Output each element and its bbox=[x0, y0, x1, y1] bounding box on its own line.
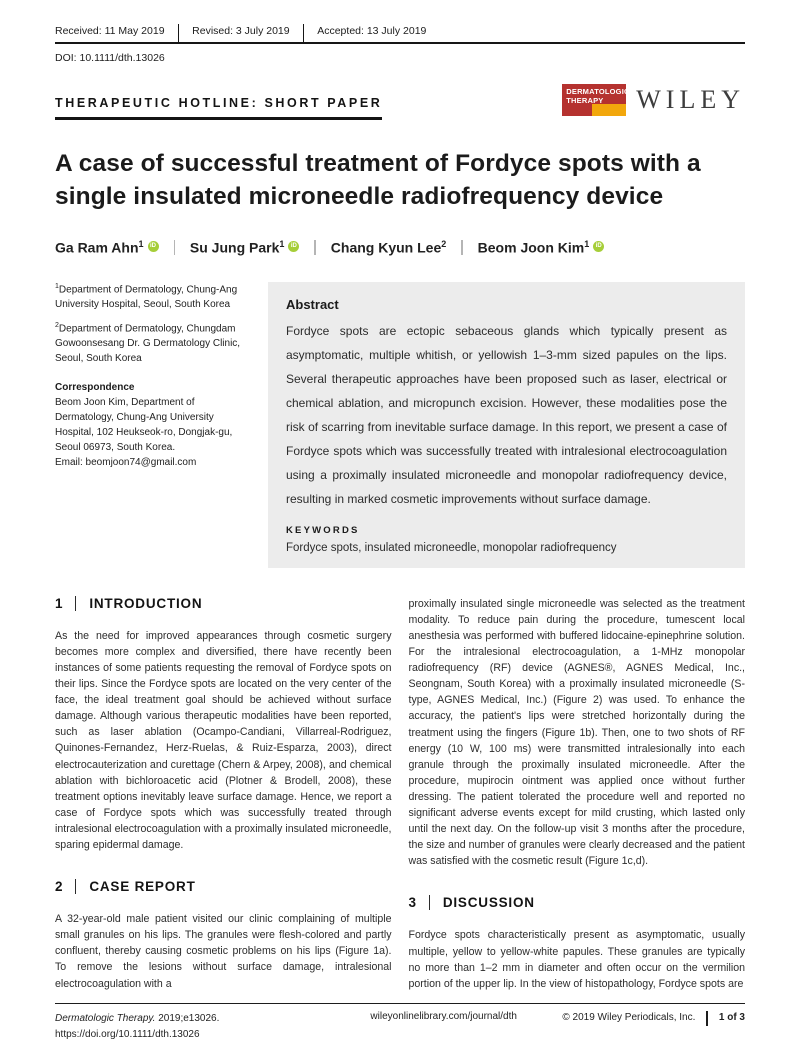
accepted-date: Accepted: 13 July 2019 bbox=[317, 24, 427, 37]
abstract-box bbox=[268, 282, 745, 568]
left-column bbox=[55, 596, 392, 992]
banner bbox=[55, 84, 745, 120]
affiliation-2 bbox=[55, 321, 254, 366]
revised-date: Revised: 3 July 2019 bbox=[192, 24, 290, 37]
author-separator bbox=[461, 240, 462, 255]
section-number: 1 bbox=[55, 595, 64, 611]
author bbox=[478, 239, 605, 256]
section-number: 2 bbox=[55, 879, 64, 895]
journal-badge-orange-block bbox=[592, 104, 626, 116]
brand-block bbox=[562, 84, 745, 116]
affiliation-1 bbox=[55, 282, 254, 312]
abstract-heading: Abstract bbox=[286, 296, 339, 312]
journal-badge-line1: DERMATOLOGIC bbox=[566, 87, 630, 96]
author-row bbox=[55, 239, 745, 256]
case-report-paragraph-part1: A 32-year-old male patient visited our clinic complaining of multiple small granules on his lips. The granules were flesh-colored and partly confluent, thereby causing cosmetic problems on his lips (Figure 1a). To remove the lesions without surface damage, intralesional electrocoagulation with a bbox=[55, 913, 392, 990]
author-separator bbox=[174, 240, 175, 255]
doi-line: DOI: 10.1111/dth.13026 bbox=[55, 52, 165, 64]
wiley-logo: WILEY bbox=[636, 85, 745, 114]
author-name: Beom Joon Kim bbox=[477, 239, 585, 256]
article-title: A case of successful treatment of Fordyce spots with a single insulated microneedle radiofrequency device bbox=[55, 150, 701, 210]
author-affiliation-sup: 2 bbox=[441, 239, 447, 250]
right-column bbox=[409, 596, 746, 992]
footer-page-divider bbox=[706, 1011, 708, 1026]
author-affiliation-sup: 1 bbox=[584, 239, 590, 250]
keywords-heading: KEYWORDS bbox=[286, 524, 360, 536]
section-heading-introduction bbox=[55, 596, 392, 611]
author bbox=[55, 239, 159, 256]
correspondence-email[interactable]: Email: beomjoon74@gmail.com bbox=[55, 457, 197, 469]
author-affiliation-sup: 1 bbox=[279, 239, 285, 250]
footer-journal-issue: 2019;e13026. bbox=[155, 1013, 220, 1024]
dermatologic-therapy-logo bbox=[562, 84, 630, 116]
affiliation-text: Department of Dermatology, Chung-Ang University Hospital, Seoul, South Korea bbox=[55, 284, 238, 311]
footer-journal-name: Dermatologic Therapy. bbox=[55, 1013, 156, 1024]
footer-citation bbox=[55, 1011, 325, 1042]
correspondence-body: Beom Joon Kim, Department of Dermatology, Chung-Ang University Hospital, 102 Heukseok-ro, Dongjak-gu, Seoul 06973, South Korea. bbox=[55, 397, 233, 454]
keywords-list: Fordyce spots, insulated microneedle, monopolar radiofrequency bbox=[286, 541, 617, 554]
author-affiliation-sup: 1 bbox=[138, 239, 144, 250]
case-report-paragraph-part2: proximally insulated single microneedle was selected as the treatment modality. To reduce pain during the procedure, tumescent local anesthesia was performed with buffered lidocaine-epinephrine solution. For the intralesional electrocoagulation, a 1-MHz monopolar radiofrequency (RF) device (AGNES®, AGNES Medical, Inc., Seongnam, South Korea) with a proximally insulated microneedle (S-type, AGNES Medical, Inc.) (Figure 2) was used. To enhance the accuracy, the patient's lips were stretched horizontally during the treatment using the fingers (Figure 1b). Then, one to two shots of RF energy (10 W, 100 ms) were transmitted intralesionally into each granule through the proximally insulated microneedle. After the procedure, mupirocin ointment was applied once without further dressing. The patient tolerated the procedure well and reported no significant adverse events except for mild crusting, which lasted only until the next day. On the follow-up visit 3 months after the procedure, the size and number of granules were clearly decreased and the patient was satisfied with the cosmetic result (Figure 1c,d). bbox=[408, 597, 745, 868]
affiliation-sup: 2 bbox=[55, 322, 59, 330]
orcid-icon[interactable]: iD bbox=[288, 241, 299, 252]
footer-right bbox=[562, 1011, 745, 1023]
abstract-body: Fordyce spots are ectopic sebaceous glands which typically present as asymptomatic, multiple whitish, or yellowish 1–3-mm sized papules on the lips. Several therapeutic approaches have been proposed such as laser, electrical or chemical ablation, and micropunch excision. However, these modalities pose the risk of scarring from inevitable surface damage. In this report, we present a case of Fordyce spots which was successfully treated with intralesional electrocoagulation using a proximally insulated microneedle and monopolar radiofrequency device, resulting in marked cosmetic improvements without surface damage. bbox=[286, 323, 727, 506]
dates-row bbox=[55, 24, 745, 44]
meta-divider bbox=[303, 24, 305, 43]
author-name: Ga Ram Ahn bbox=[55, 239, 139, 256]
page-footer bbox=[55, 1003, 745, 1042]
affiliation-column bbox=[55, 282, 268, 568]
footer-site-url[interactable]: wileyonlinelibrary.com/journal/dth bbox=[370, 1011, 517, 1022]
author bbox=[190, 239, 299, 256]
author bbox=[331, 239, 446, 256]
journal-badge-line2: THERAPY bbox=[566, 96, 604, 106]
footer-copyright: © 2019 Wiley Periodicals, Inc. bbox=[562, 1011, 696, 1023]
affiliation-sup: 1 bbox=[55, 282, 59, 290]
section-number: 3 bbox=[408, 895, 417, 911]
article-body bbox=[55, 596, 745, 992]
affiliation-text: Department of Dermatology, Chungdam Gowoonsesang Dr. G Dermatology Clinic, Seoul, South Korea bbox=[55, 323, 241, 365]
section-title: INTRODUCTION bbox=[75, 596, 202, 611]
section-heading-case-report bbox=[55, 879, 392, 894]
section-heading-discussion bbox=[409, 895, 746, 910]
author-name: Chang Kyun Lee bbox=[330, 239, 442, 256]
footer-journal-ref bbox=[55, 1011, 325, 1027]
meta-divider bbox=[178, 24, 180, 43]
received-date: Received: 11 May 2019 bbox=[55, 24, 165, 37]
orcid-icon[interactable]: iD bbox=[148, 241, 159, 252]
info-row bbox=[55, 282, 745, 568]
introduction-paragraph: As the need for improved appearances through cosmetic surgery becomes more complex and diversified, there have recently been instances of some patients requesting the removal of Fordyce spots on their lips. Since the Fordyce spots are located on the very center of the face, the ideal treatment goal should be achieved without surface damage. Although various therapeutic modalities have been reported, such as laser ablation (Ocampo-Candiani, Villarreal-Rodriguez, Quinones-Fernandez, Herz-Ruelas, & Ruiz-Esparza, 2003), direct electrocauterization and curettage (Chern & Arpey, 2008), and chemical ablation with bichloroacetic acid (Plotner & Brodell, 2008), these treatment options inevitably leave surface damage. Hence, we report a case of Fordyce spots which was successfully treated through intralesional electrocoagulation with a proximally insulated microneedle, sparing epidermal damage. bbox=[55, 629, 392, 852]
orcid-icon[interactable]: iD bbox=[593, 241, 604, 252]
footer-page-number: 1 of 3 bbox=[718, 1011, 745, 1023]
section-title: CASE REPORT bbox=[75, 879, 195, 894]
article-type-label: THERAPEUTIC HOTLINE: SHORT PAPER bbox=[55, 96, 382, 120]
author-separator bbox=[314, 240, 315, 255]
correspondence-heading: Correspondence bbox=[55, 382, 135, 394]
author-name: Su Jung Park bbox=[189, 239, 280, 256]
footer-doi-url[interactable]: https://doi.org/10.1111/dth.13026 bbox=[55, 1028, 200, 1040]
section-title: DISCUSSION bbox=[429, 895, 535, 910]
discussion-paragraph: Fordyce spots characteristically present as asymptomatic, usually multiple, yellow to yellow-white papules. These granules are typically no more than 1–2 mm in diameter and often occur on the vermilion portion of the upper lip. In the view of histopathology, Fordyce spots are bbox=[408, 929, 745, 990]
